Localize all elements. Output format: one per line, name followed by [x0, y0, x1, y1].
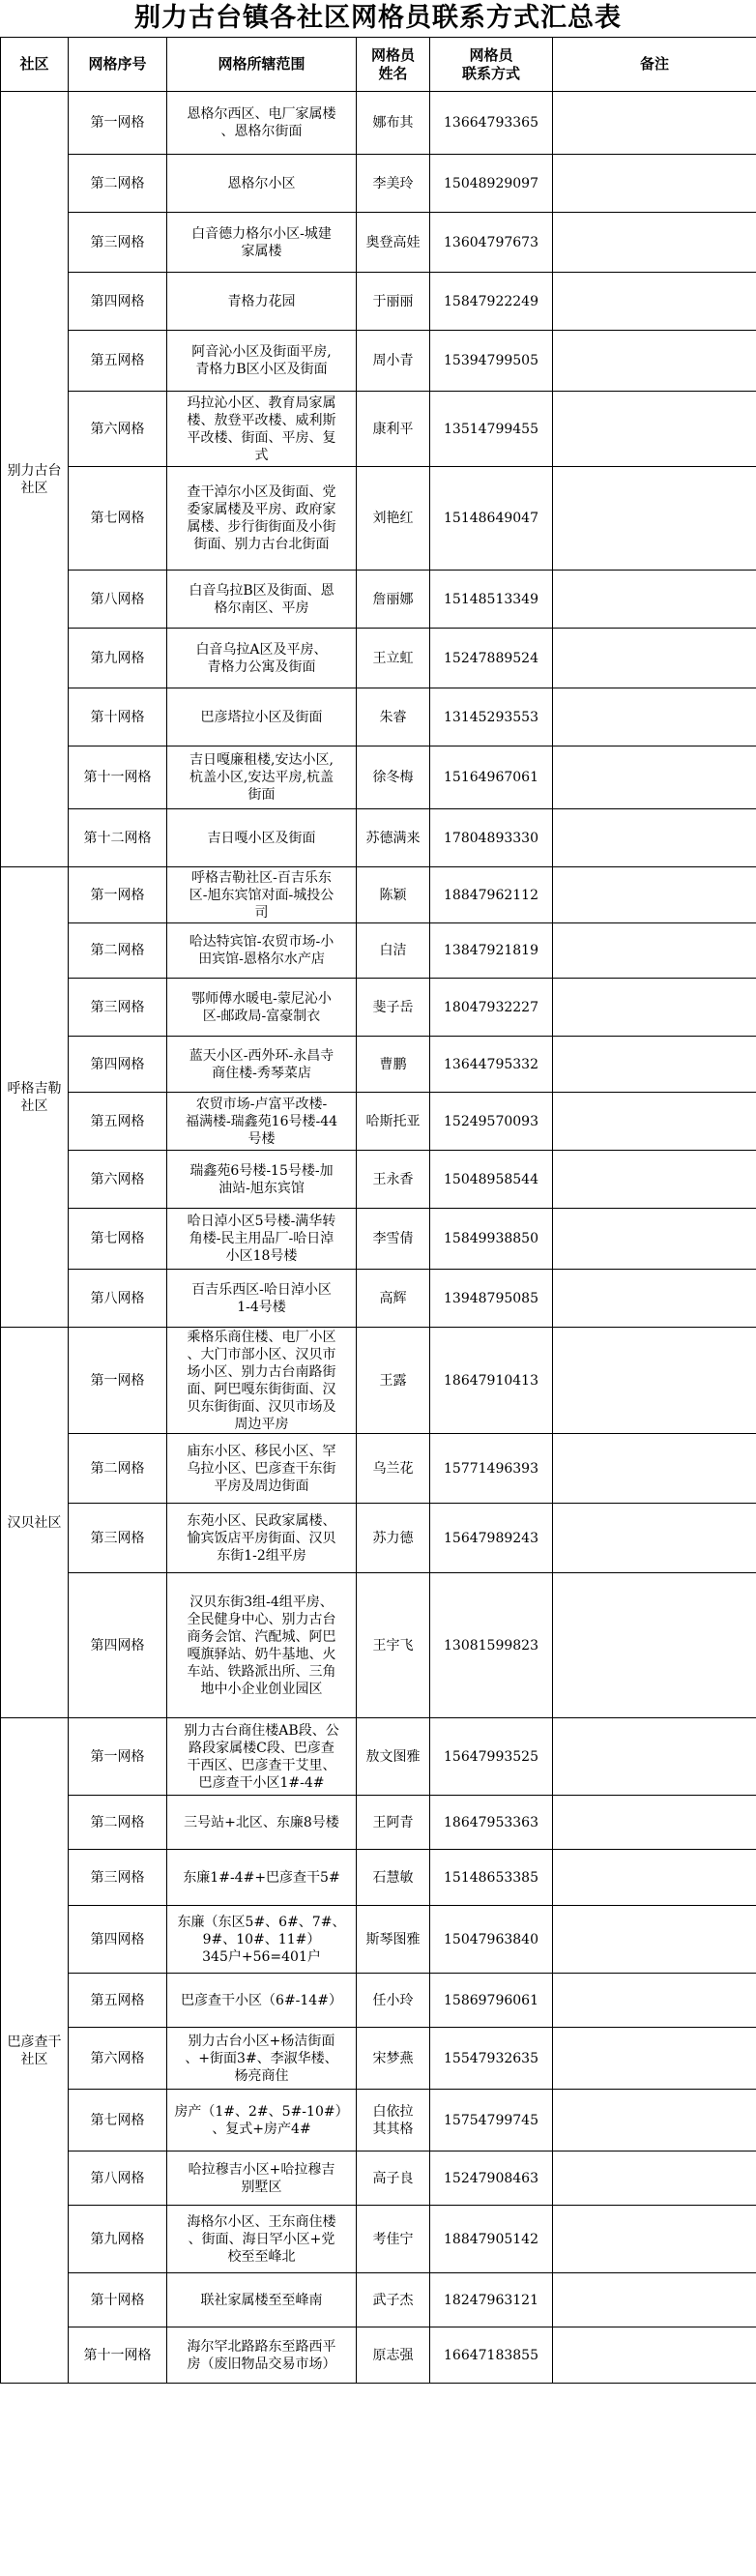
name-cell: 康利平: [357, 392, 430, 467]
table-row: [1, 2090, 756, 2152]
area-cell: 东廉（东区5#、6#、7#、 9#、10#、11#） 345户+56=401户: [167, 1906, 357, 1974]
seq-cell: 第五网格: [69, 331, 167, 392]
name-cell: 白洁: [357, 923, 430, 979]
area-cell: 查干淖尔小区及街面、党 委家属楼及平房、政府家 属楼、步行街街面及小街 街面、别力古台北街面: [167, 467, 357, 571]
name-cell: 王立虹: [357, 629, 430, 688]
phone-cell: 13514799455: [430, 392, 553, 467]
note-cell: [553, 979, 756, 1037]
community-cell: 别力古台 社区: [1, 92, 69, 867]
seq-cell: 第六网格: [69, 392, 167, 467]
area-cell: 海尔罕北路路东至路西平 房（废旧物品交易市场）: [167, 2327, 357, 2384]
phone-cell: 13644795332: [430, 1037, 553, 1093]
area-cell: 恩格尔小区: [167, 155, 357, 213]
area-cell: 恩格尔西区、电厂家属楼 、恩格尔街面: [167, 92, 357, 155]
name-cell: 李美玲: [357, 155, 430, 213]
seq-cell: 第二网格: [69, 155, 167, 213]
phone-cell: 13604797673: [430, 213, 553, 273]
community-cell: 呼格吉勒 社区: [1, 867, 69, 1328]
table-row: [1, 1718, 756, 1796]
area-cell: 汉贝东街3组-4组平房、 全民健身中心、别力古台 商务会馆、汽配城、阿巴 嘎旗驿站、奶牛基地、火 车站、铁路派出所、三角 地中小企业创业园区: [167, 1573, 357, 1718]
name-cell: 原志强: [357, 2327, 430, 2384]
note-cell: [553, 1270, 756, 1328]
area-cell: 蓝天小区-西外环-永昌寺 商住楼-秀琴菜店: [167, 1037, 357, 1093]
seq-cell: 第三网格: [69, 1850, 167, 1906]
note-cell: [553, 1573, 756, 1718]
note-cell: [553, 1906, 756, 1974]
note-cell: [553, 1037, 756, 1093]
table-row: [1, 2206, 756, 2273]
area-cell: 别力古台小区+杨洁街面 、+街面3#、李淑华楼、 杨亮商住: [167, 2028, 357, 2090]
phone-cell: 15647993525: [430, 1718, 553, 1796]
area-cell: 乘格乐商住楼、电厂小区 、大门市部小区、汉贝市 场小区、别力古台南路街 面、阿巴嘎东街街面、汉 贝东街街面、汉贝市场及 周边平房: [167, 1328, 357, 1434]
note-cell: [553, 688, 756, 746]
note-cell: [553, 331, 756, 392]
header-row: [1, 38, 756, 92]
table-row: [1, 392, 756, 467]
phone-cell: 17804893330: [430, 809, 553, 867]
seq-cell: 第二网格: [69, 923, 167, 979]
name-cell: 李雪倩: [357, 1209, 430, 1270]
name-cell: 乌兰花: [357, 1434, 430, 1504]
area-cell: 巴彦塔拉小区及街面: [167, 688, 357, 746]
note-cell: [553, 629, 756, 688]
phone-cell: 18047932227: [430, 979, 553, 1037]
phone-cell: 15647989243: [430, 1504, 553, 1573]
header-area: 网格所辖范围: [167, 38, 357, 92]
seq-cell: 第二网格: [69, 1434, 167, 1504]
note-cell: [553, 1974, 756, 2028]
name-cell: 徐冬梅: [357, 746, 430, 809]
name-cell: 王阿青: [357, 1796, 430, 1850]
seq-cell: 第六网格: [69, 2028, 167, 2090]
note-cell: [553, 1718, 756, 1796]
name-cell: 石慧敏: [357, 1850, 430, 1906]
table-row: [1, 331, 756, 392]
seq-cell: 第八网格: [69, 2152, 167, 2206]
note-cell: [553, 467, 756, 571]
table-row: [1, 2273, 756, 2327]
area-cell: 巴彦查干小区（6#-14#）: [167, 1974, 357, 2028]
seq-cell: 第一网格: [69, 92, 167, 155]
table-row: [1, 467, 756, 571]
name-cell: 奥登高娃: [357, 213, 430, 273]
table-row: [1, 92, 756, 155]
name-cell: 斯琴图雅: [357, 1906, 430, 1974]
name-cell: 刘艳红: [357, 467, 430, 571]
name-cell: 高辉: [357, 1270, 430, 1328]
phone-cell: 18647910413: [430, 1328, 553, 1434]
name-cell: 陈颖: [357, 867, 430, 923]
area-cell: 庙东小区、移民小区、罕 乌拉小区、巴彦查干东街 平房及周边街面: [167, 1434, 357, 1504]
phone-cell: 15247908463: [430, 2152, 553, 2206]
table-row: [1, 1906, 756, 1974]
area-cell: 白音乌拉B区及街面、恩 格尔南区、平房: [167, 571, 357, 629]
area-cell: 吉日嘎小区及街面: [167, 809, 357, 867]
seq-cell: 第四网格: [69, 1037, 167, 1093]
name-cell: 考佳宁: [357, 2206, 430, 2273]
phone-cell: 15047963840: [430, 1906, 553, 1974]
area-cell: 鄂师傅水暖电-蒙尼沁小 区-邮政局-富豪制衣: [167, 979, 357, 1037]
seq-cell: 第十网格: [69, 688, 167, 746]
note-cell: [553, 273, 756, 331]
phone-cell: 15249570093: [430, 1093, 553, 1151]
seq-cell: 第七网格: [69, 2090, 167, 2152]
table-row: [1, 746, 756, 809]
seq-cell: 第十一网格: [69, 2327, 167, 2384]
table-row: [1, 273, 756, 331]
seq-cell: 第四网格: [69, 1906, 167, 1974]
note-cell: [553, 2206, 756, 2273]
phone-cell: 18647953363: [430, 1796, 553, 1850]
phone-cell: 15394799505: [430, 331, 553, 392]
community-cell: 巴彦查干 社区: [1, 1718, 69, 2384]
table-row: [1, 1573, 756, 1718]
name-cell: 哈斯托亚: [357, 1093, 430, 1151]
name-cell: 王永香: [357, 1151, 430, 1209]
name-cell: 任小玲: [357, 1974, 430, 2028]
seq-cell: 第三网格: [69, 213, 167, 273]
table-row: [1, 1093, 756, 1151]
table-row: [1, 688, 756, 746]
header-community: 社区: [1, 38, 69, 92]
area-cell: 东苑小区、民政家属楼、 愉宾饭店平房街面、汉贝 东街1-2组平房: [167, 1504, 357, 1573]
seq-cell: 第七网格: [69, 1209, 167, 1270]
seq-cell: 第五网格: [69, 1093, 167, 1151]
table-row: [1, 1434, 756, 1504]
note-cell: [553, 155, 756, 213]
table-row: [1, 1796, 756, 1850]
name-cell: 高子良: [357, 2152, 430, 2206]
note-cell: [553, 213, 756, 273]
seq-cell: 第一网格: [69, 1328, 167, 1434]
name-cell: 朱睿: [357, 688, 430, 746]
name-cell: 宋梦燕: [357, 2028, 430, 2090]
phone-cell: 16647183855: [430, 2327, 553, 2384]
phone-cell: 13145293553: [430, 688, 553, 746]
note-cell: [553, 2090, 756, 2152]
note-cell: [553, 571, 756, 629]
note-cell: [553, 1328, 756, 1434]
seq-cell: 第五网格: [69, 1974, 167, 2028]
area-cell: 吉日嘎廉租楼,安达小区, 杭盖小区,安达平房,杭盖 街面: [167, 746, 357, 809]
seq-cell: 第八网格: [69, 571, 167, 629]
phone-cell: 15148513349: [430, 571, 553, 629]
note-cell: [553, 2273, 756, 2327]
name-cell: 斐子岳: [357, 979, 430, 1037]
note-cell: [553, 2028, 756, 2090]
note-cell: [553, 923, 756, 979]
phone-cell: 15247889524: [430, 629, 553, 688]
phone-cell: 13664793365: [430, 92, 553, 155]
area-cell: 玛拉沁小区、教育局家属 楼、敖登平改楼、威利斯 平改楼、街面、平房、复 式: [167, 392, 357, 467]
area-cell: 呼格吉勒社区-百吉乐东 区-旭东宾馆对面-城投公 司: [167, 867, 357, 923]
header-seq: 网格序号: [69, 38, 167, 92]
phone-cell: 13081599823: [430, 1573, 553, 1718]
phone-cell: 15148653385: [430, 1850, 553, 1906]
header-phone: 网格员 联系方式: [430, 38, 553, 92]
phone-cell: 15164967061: [430, 746, 553, 809]
area-cell: 阿音沁小区及街面平房, 青格力B区小区及街面: [167, 331, 357, 392]
area-cell: 百吉乐西区-哈日淖小区 1-4号楼: [167, 1270, 357, 1328]
seq-cell: 第十网格: [69, 2273, 167, 2327]
name-cell: 白依拉 其其格: [357, 2090, 430, 2152]
phone-cell: 18847905142: [430, 2206, 553, 2273]
area-cell: 东廉1#-4#+巴彦查干5#: [167, 1850, 357, 1906]
name-cell: 于丽丽: [357, 273, 430, 331]
table-row: [1, 1037, 756, 1093]
area-cell: 联社家属楼至至峰南: [167, 2273, 357, 2327]
seq-cell: 第一网格: [69, 1718, 167, 1796]
seq-cell: 第四网格: [69, 273, 167, 331]
name-cell: 苏力德: [357, 1504, 430, 1573]
table-row: [1, 2028, 756, 2090]
phone-cell: 15771496393: [430, 1434, 553, 1504]
name-cell: 詹丽娜: [357, 571, 430, 629]
note-cell: [553, 92, 756, 155]
area-cell: 白音德力格尔小区-城建 家属楼: [167, 213, 357, 273]
name-cell: 曹鹏: [357, 1037, 430, 1093]
name-cell: 敖文图雅: [357, 1718, 430, 1796]
note-cell: [553, 1504, 756, 1573]
phone-cell: 18847962112: [430, 867, 553, 923]
table-row: [1, 809, 756, 867]
phone-cell: 15754799745: [430, 2090, 553, 2152]
document-title: 别力古台镇各社区网格员联系方式汇总表: [134, 3, 622, 33]
seq-cell: 第十一网格: [69, 746, 167, 809]
table-row: [1, 1151, 756, 1209]
phone-cell: 13847921819: [430, 923, 553, 979]
area-cell: 青格力花园: [167, 273, 357, 331]
table-row: [1, 1209, 756, 1270]
seq-cell: 第八网格: [69, 1270, 167, 1328]
note-cell: [553, 1434, 756, 1504]
name-cell: 王宇飞: [357, 1573, 430, 1718]
name-cell: 王露: [357, 1328, 430, 1434]
table-row: [1, 979, 756, 1037]
note-cell: [553, 1796, 756, 1850]
note-cell: [553, 392, 756, 467]
phone-cell: 18247963121: [430, 2273, 553, 2327]
area-cell: 海格尔小区、王东商住楼 、街面、海日罕小区+党 校至至峰北: [167, 2206, 357, 2273]
phone-cell: 15048958544: [430, 1151, 553, 1209]
note-cell: [553, 809, 756, 867]
contact-table: [0, 37, 756, 2384]
name-cell: 苏德满来: [357, 809, 430, 867]
table-row: [1, 571, 756, 629]
seq-cell: 第七网格: [69, 467, 167, 571]
area-cell: 哈达特宾馆-农贸市场-小 田宾馆-恩格尔水产店: [167, 923, 357, 979]
phone-cell: 15048929097: [430, 155, 553, 213]
seq-cell: 第九网格: [69, 629, 167, 688]
table-body: [1, 92, 756, 2384]
area-cell: 三号站+北区、东廉8号楼: [167, 1796, 357, 1850]
area-cell: 哈日淖小区5号楼-满华转 角楼-民主用品厂-哈日淖 小区18号楼: [167, 1209, 357, 1270]
phone-cell: 15847922249: [430, 273, 553, 331]
area-cell: 别力古台商住楼AB段、公 路段家属楼C段、巴彦查 干西区、巴彦查干艾里、 巴彦查干小区1#-4#: [167, 1718, 357, 1796]
table-row: [1, 1328, 756, 1434]
seq-cell: 第二网格: [69, 1796, 167, 1850]
seq-cell: 第十二网格: [69, 809, 167, 867]
header-note: 备注: [553, 38, 756, 92]
phone-cell: 15148649047: [430, 467, 553, 571]
name-cell: 周小青: [357, 331, 430, 392]
area-cell: 白音乌拉A区及平房、 青格力公寓及街面: [167, 629, 357, 688]
note-cell: [553, 2327, 756, 2384]
note-cell: [553, 2152, 756, 2206]
note-cell: [553, 1093, 756, 1151]
table-row: [1, 1504, 756, 1573]
area-cell: 瑞鑫苑6号楼-15号楼-加 油站-旭东宾馆: [167, 1151, 357, 1209]
phone-cell: 15869796061: [430, 1974, 553, 2028]
name-cell: 娜布其: [357, 92, 430, 155]
note-cell: [553, 867, 756, 923]
table-row: [1, 1974, 756, 2028]
note-cell: [553, 1151, 756, 1209]
note-cell: [553, 1209, 756, 1270]
header-name: 网格员 姓名: [357, 38, 430, 92]
seq-cell: 第三网格: [69, 1504, 167, 1573]
table-row: [1, 1850, 756, 1906]
table-row: [1, 923, 756, 979]
table-row: [1, 2327, 756, 2384]
seq-cell: 第一网格: [69, 867, 167, 923]
table-row: [1, 629, 756, 688]
table-row: [1, 213, 756, 273]
phone-cell: 15547932635: [430, 2028, 553, 2090]
note-cell: [553, 1850, 756, 1906]
table-row: [1, 2152, 756, 2206]
area-cell: 哈拉穆吉小区+哈拉穆吉 别墅区: [167, 2152, 357, 2206]
seq-cell: 第三网格: [69, 979, 167, 1037]
community-cell: 汉贝社区: [1, 1328, 69, 1718]
table-row: [1, 155, 756, 213]
area-cell: 农贸市场-卢富平改楼- 福满楼-瑞鑫苑16号楼-44 号楼: [167, 1093, 357, 1151]
phone-cell: 15849938850: [430, 1209, 553, 1270]
table-row: [1, 867, 756, 923]
area-cell: 房产（1#、2#、5#-10#） 、复式+房产4#: [167, 2090, 357, 2152]
seq-cell: 第六网格: [69, 1151, 167, 1209]
table-row: [1, 1270, 756, 1328]
seq-cell: 第九网格: [69, 2206, 167, 2273]
name-cell: 武子杰: [357, 2273, 430, 2327]
seq-cell: 第四网格: [69, 1573, 167, 1718]
phone-cell: 13948795085: [430, 1270, 553, 1328]
note-cell: [553, 746, 756, 809]
